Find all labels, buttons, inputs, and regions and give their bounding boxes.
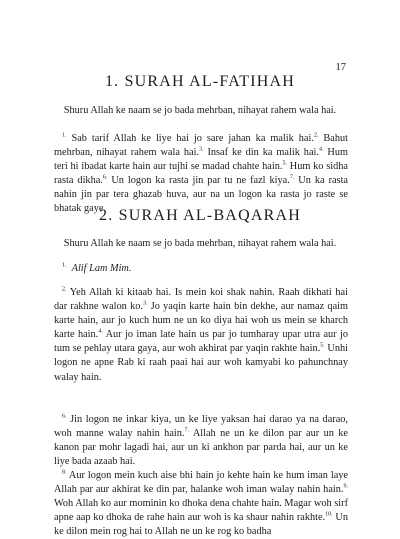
verse-text: Yeh Allah ki kitaab hai. Is mein koi shak nahin. Raah dikhati hai dar rakhne walon ko. <box>54 287 348 313</box>
verse-number: 2. <box>313 132 319 139</box>
verse-text: Un ke dilon mein rog hai to Allah ne un ke rog ko badha <box>54 512 348 538</box>
verse-number: 3. <box>199 146 204 153</box>
verse-text: Allah ne un ke dilon par aur un ke kanon par mohr lagadi hai, aur un ki ankhon par parda hai, aur un ke liye bada azaab hai. <box>54 428 348 468</box>
surah-al-baqarah-title: 2. SURAH AL-BAQARAH <box>99 207 301 224</box>
verse-number: 5. <box>282 160 287 167</box>
verse-text: Aur logon mein kuch aise bhi hain jo kehte hain ke hum iman laye Allah par aur akhirat ke din par, halanke woh iman walay nahin hain. <box>54 470 348 496</box>
verse-number: 4. <box>318 146 324 153</box>
verse-text: Insaf ke din ka malik hai. <box>203 147 319 159</box>
verse-text: Woh Allah ko aur mominin ko dhoka dena chahte hain. Magar woh sirf apne aap ko dhoka de rahe hain aur woh is ka shaur nahin rakhte. <box>54 498 348 524</box>
surah-al-fatihah-text <box>54 132 348 217</box>
page-number: 17 <box>335 62 346 73</box>
verse-number: 7. <box>184 427 189 434</box>
verse-text: Jin logon ne inkar kiya, un ke liye yaksan hai darao ya na darao, woh manne walay nahin hain. <box>54 414 348 440</box>
verse-number: 8. <box>62 469 67 476</box>
verse-number: 4. <box>98 328 103 335</box>
verse-text: Un logon ka rasta jin par tu ne fazl kiya. <box>107 175 290 187</box>
verse-number: 6. <box>62 413 67 420</box>
surah-al-baqarah-paragraph-3 <box>54 413 348 469</box>
verse-number: 6. <box>102 174 108 181</box>
verse-text: Sab tarif Allah ke liye hai jo sare jahan ka malik hai. <box>66 133 314 144</box>
verse-number: 10. <box>325 511 333 518</box>
verse-text: Hum ko sidha rasta dikha. <box>54 161 348 187</box>
surah-al-fatihah-title: 1. SURAH AL-FATIHAH <box>104 73 296 90</box>
surah-al-baqarah-paragraph-4 <box>54 469 348 539</box>
surah-al-fatihah-bismillah: Shuru Allah ke naam se jo bada mehrban, nihayat rahem wala hai. <box>63 105 337 116</box>
surah-al-baqarah-bismillah: Shuru Allah ke naam se jo bada mehrban, nihayat rahem wala hai. <box>63 238 337 249</box>
verse-number: 1. <box>62 132 67 139</box>
verse-text: Aur jo iman late hain us par jo tumharay upar utra aur jo tum se pehlay utara gaya, aur woh akhirat par yaqin rakhte hain. <box>54 329 348 355</box>
verse-number: 3. <box>142 300 148 307</box>
verse-text: Un ka rasta nahin jin par tera ghazab huva, aur na un logon ka rasta jo raste se bhatak gaye. <box>54 175 349 215</box>
verse-text: Hum teri hi ibadat karte hain aur tujhi se madad chahte hain. <box>54 147 348 173</box>
verse-text: Bahut mehrban, nihayat rahem wala hai. <box>54 133 348 159</box>
verse-text: Unhi logon ne apne Rab ki raah paai hai aur woh kamyabi ko pahunchnay walay hain. <box>54 343 348 383</box>
verse-number: 2. <box>62 286 67 293</box>
surah-al-baqarah-paragraph-2 <box>54 286 348 385</box>
verse-text: Alif Lam Mim. <box>71 263 132 274</box>
verse-number: 5. <box>320 342 325 349</box>
verse-text: Jo yaqin karte hain bin dekhe, aur namaz qaim karte hain, aur jo kuch hum ne un ko diya hai woh us mein se kharch karte hain. <box>54 301 349 341</box>
verse-1 <box>54 262 348 276</box>
verse-number: 1. <box>62 262 67 269</box>
verse-number: 9. <box>343 483 348 490</box>
verse-number: 7. <box>289 174 295 181</box>
